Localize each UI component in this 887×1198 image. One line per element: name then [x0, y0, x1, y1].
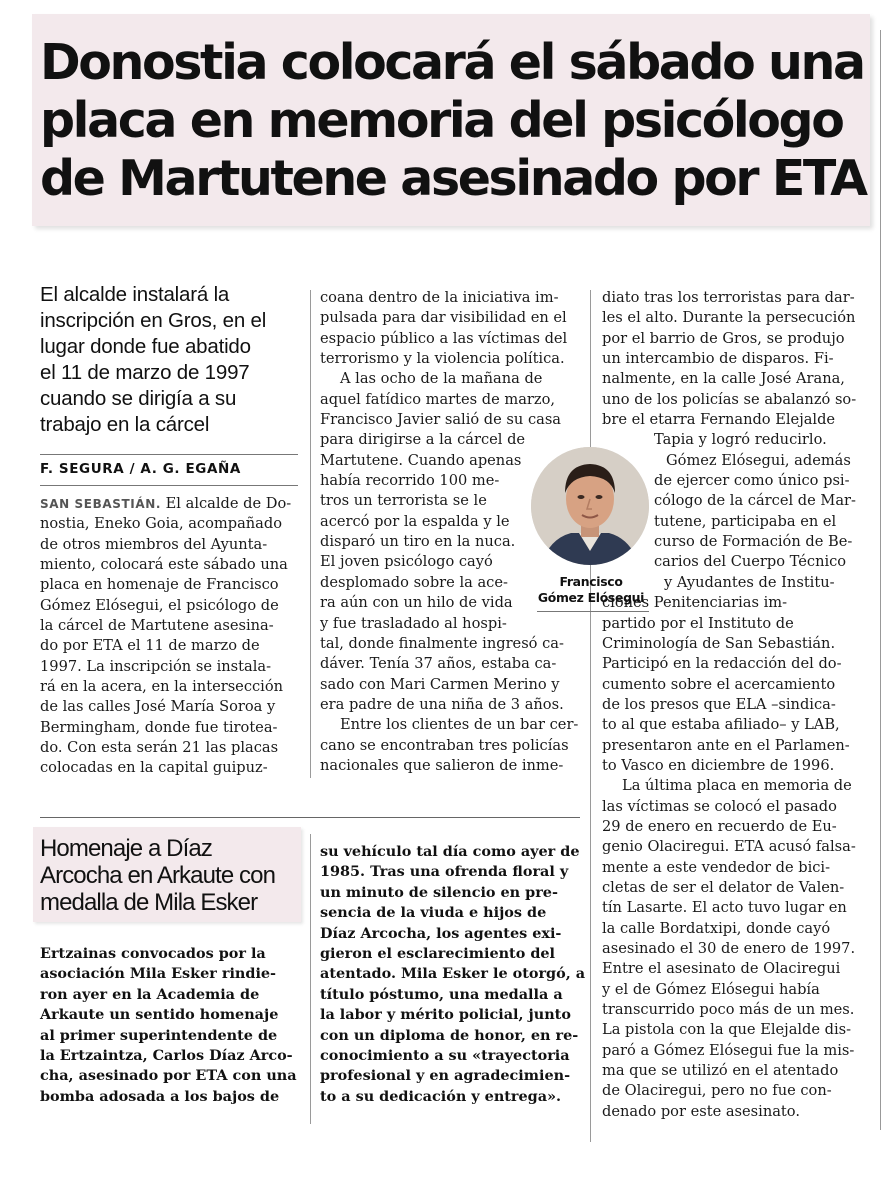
article-line: El joven psicólogo cayó — [320, 553, 493, 571]
article-line: de Olaciregui, pero no fue con- — [602, 1082, 832, 1100]
article-line: cumento sobre el acercamiento — [602, 675, 836, 693]
sidebar-line: con un diploma de honor, en re- — [320, 1026, 579, 1044]
article-line: tín Lasarte. El acto tuvo lugar en — [602, 899, 847, 917]
sidebar-line: su vehículo tal día como ayer de — [320, 843, 580, 860]
article-line: les el alto. Durante la persecución — [602, 309, 856, 327]
article-line: partido por el Instituto de — [602, 614, 794, 632]
sidebar-line: conocimiento a su «trayectoria — [320, 1047, 570, 1065]
article-line: rá en la acera, en la intersección — [40, 678, 284, 696]
portrait-photo — [531, 447, 649, 565]
sidebar-line: la labor y mérito policial, junto — [320, 1006, 571, 1024]
article-line: Criminología de San Sebastián. — [602, 634, 836, 652]
article-line: miento, colocará este sábado una — [40, 556, 288, 574]
article-line: colocadas en la capital guipuz- — [40, 759, 268, 777]
article-line: por el barrio de Gros, se produjo — [602, 329, 845, 347]
sidebar-line: ron ayer en la Academia de — [40, 985, 260, 1003]
sidebar-line: un minuto de silencio en pre- — [320, 883, 558, 901]
article-line: ma que se utilizó en el atentado — [602, 1062, 839, 1080]
sidebar-line: Ertzainas convocados por la — [40, 945, 266, 962]
article-line: de otros miembros del Ayunta- — [40, 535, 268, 553]
sidebar-line: cha, asesinado por ETA con una — [40, 1067, 297, 1085]
portrait-illustration — [531, 447, 649, 565]
article-line-text: El alcalde de Do- — [165, 495, 292, 512]
headline-line: placa en memoria del psicólogo — [40, 92, 843, 149]
article-line: la cárcel de Martutene asesina- — [40, 617, 274, 635]
article-line: las víctimas se colocó el pasado — [602, 797, 837, 815]
caption-rule — [537, 611, 649, 612]
article-line: terrorismo y la violencia política. — [320, 350, 565, 368]
article-line: Participó en la redacción del do- — [602, 655, 842, 673]
article-line: Martutene. Cuando apenas — [320, 451, 522, 469]
article-line: uno de los policías se abalanzó so- — [602, 390, 857, 408]
subhead-line: trabajo en la cárcel — [40, 413, 210, 436]
article-line: había recorrido 100 me- — [320, 472, 500, 490]
article-line: cletas de ser el delator de Valen- — [602, 878, 845, 896]
sidebar-line: la Ertzaintza, Carlos Díaz Arco- — [40, 1047, 293, 1065]
byline: F. SEGURA / A. G. EGAÑA — [40, 461, 241, 477]
sidebar-column-1 — [40, 944, 297, 1107]
sidebar-line: Arkaute un sentido homenaje — [40, 1006, 279, 1024]
article-line: Bermingham, donde fue tiroteа- — [40, 718, 278, 736]
sidebar-line: to a su dedicación y entrega». — [320, 1087, 562, 1105]
article-line: y Ayudantes de Institu- — [664, 573, 835, 591]
article-line: nalmente, en la calle José Arana, — [602, 370, 845, 388]
article-line: disparó un tiro en la nuca. — [320, 533, 516, 551]
sidebar-column-rule — [310, 834, 311, 1124]
article-line — [40, 494, 291, 514]
byline-rule-bottom — [40, 485, 298, 486]
article-line: presentaron ante en el Parlamen- — [602, 736, 850, 754]
sidebar-title-line: medalla de Mila Esker — [40, 889, 258, 916]
subhead — [40, 282, 302, 438]
byline-rule-top — [40, 454, 298, 455]
article-line: Entre los clientes de un bar cer- — [340, 716, 579, 734]
article-column-3 — [602, 288, 856, 1122]
article-line: ra aún con un hilo de vida — [320, 594, 513, 612]
article-line: para dirigirse a la cárcel de — [320, 431, 526, 449]
article-line: la calle Bordatxipi, donde cayó — [602, 919, 831, 937]
headline-line: de Martutene asesinado por ETA — [40, 150, 866, 207]
article-line: sado con Mari Carmen Merino y — [320, 675, 560, 693]
article-line: Gómez Elósegui, además — [666, 451, 851, 469]
sidebar-line: asociación Mila Esker rindie- — [40, 965, 277, 983]
article-line: ciones Penitenciarias im- — [602, 594, 788, 612]
subhead-line: El alcalde instalará la — [40, 283, 230, 306]
article-line: de ejercer como único psi- — [654, 472, 850, 490]
article-line: to Vasco en diciembre de 1996. — [602, 756, 835, 774]
page-edge-rule — [880, 30, 881, 1130]
article-line: Entre el asesinato de Olaciregui — [602, 960, 841, 978]
article-line: mente a este vendedor de bici- — [602, 858, 831, 876]
article-line: un intercambio de disparos. Fi- — [602, 350, 834, 368]
article-line: paró a Gómez Elósegui fue la mis- — [602, 1041, 855, 1059]
subhead-line: cuando se dirigía a su — [40, 387, 237, 410]
article-line: asesinado el 30 de enero de 1997. — [602, 940, 856, 957]
article-line: desplomado sobre la ace- — [320, 573, 508, 591]
article-line: y fue trasladado al hospi- — [320, 614, 507, 632]
article-line: tal, donde finalmente ingresó ca- — [320, 634, 564, 652]
sidebar-title-line: Arcocha en Arkaute con — [40, 862, 276, 889]
sidebar-line: atentado. Mila Esker le otorgó, a — [320, 965, 586, 983]
article-line: tros un terrorista se le — [320, 492, 487, 510]
section-divider — [40, 817, 580, 818]
sidebar-title-line: Homenaje a Díaz — [40, 835, 212, 862]
article-line: 1997. La inscripción se instala- — [40, 657, 272, 675]
sidebar-line: gieron el esclarecimiento del — [320, 945, 556, 963]
article-line: y el de Gómez Elósegui había — [602, 980, 820, 998]
article-line: de las calles José María Soroa y — [40, 698, 276, 716]
sidebar-line: sencia de la viuda e hijos de — [320, 904, 547, 922]
article-line: nacionales que salieron de inme- — [320, 756, 564, 774]
article-line: tutene, participaba en el — [654, 512, 837, 530]
article-line: do por ETA el 11 de marzo de — [40, 637, 260, 655]
article-line: coana dentro de la iniciativa im- — [320, 289, 559, 306]
article-line: genio Olaciregui. ETA acusó falsa- — [602, 838, 856, 856]
article-line: placa en homenaje de Francisco — [40, 576, 279, 594]
article-line: La pistola con la que Elejalde dis- — [602, 1021, 852, 1039]
article-line: cano se encontraban tres policías — [320, 736, 569, 754]
photo-caption — [528, 574, 654, 606]
article-line: 29 de enero en recuerdo de Eu- — [602, 817, 837, 835]
article-line: Francisco Javier salió de su casa — [320, 411, 562, 429]
article-line: A las ocho de la mañana de — [340, 370, 543, 388]
sidebar-line: 1985. Tras una ofrenda floral y — [320, 863, 569, 881]
article-line: do. Con esta serán 21 las placas — [40, 739, 279, 757]
article-line: era padre de una niña de 3 años. — [320, 695, 564, 713]
article-line: cólogo de la cárcel de Mar- — [654, 492, 856, 510]
sidebar-line: Díaz Arcocha, los agentes exi- — [320, 924, 562, 942]
sidebar-column-2 — [320, 842, 585, 1107]
article-line: aquel fatídico martes de marzo, — [320, 390, 556, 408]
article-line: diato tras los terroristas para dar- — [602, 289, 855, 306]
subhead-line: inscripción en Gros, en el — [40, 309, 267, 332]
article-line: pulsada para dar visibilidad en el — [320, 309, 567, 327]
photo-caption-line: Francisco — [559, 574, 623, 589]
headline — [40, 34, 875, 208]
sidebar-title — [40, 835, 275, 916]
article-line: acercó por la espalda y le — [320, 512, 510, 530]
article-line: Tapia y logró reducirlo. — [654, 431, 827, 449]
sidebar-line: al primer superintendente de — [40, 1026, 278, 1044]
article-line: La última placa en memoria de — [622, 777, 852, 795]
article-line: carios del Cuerpo Técnico — [654, 553, 847, 571]
subhead-line: el 11 de marzo de 1997 — [40, 361, 250, 384]
article-column-1 — [40, 494, 291, 779]
photo-caption-line: Gómez Elósegui — [537, 590, 645, 605]
headline-line: Donostia colocará el sábado una — [40, 34, 864, 91]
column-rule — [310, 290, 311, 778]
sidebar-line: bomba adosada a los bajos de — [40, 1087, 280, 1105]
dateline: SAN SEBASTIÁN. — [40, 497, 162, 511]
article-line: denado por este asesinato. — [602, 1102, 800, 1120]
article-line: espacio público a las víctimas del — [320, 329, 568, 347]
subhead-line: lugar donde fue abatido — [40, 335, 251, 358]
article-line: to al que estaba afiliado– y LAB, — [602, 716, 840, 734]
article-line: de los presos que ELA –sindica- — [602, 695, 836, 713]
sidebar-line: profesional y en agradecimien- — [320, 1067, 571, 1085]
article-line: transcurrido poco más de un mes. — [602, 1001, 855, 1019]
article-line: dáver. Tenía 37 años, estaba ca- — [320, 655, 557, 673]
article-line: Gómez Elósegui, el psicólogo de — [40, 596, 279, 614]
column-rule — [590, 290, 591, 1142]
article-line: curso de Formación de Be- — [654, 533, 853, 551]
article-line: nostia, Eneko Goia, acompañado — [40, 515, 283, 533]
article-line: bre el etarra Fernando Elejalde — [602, 411, 836, 429]
sidebar-line: título póstumo, una medalla a — [320, 985, 563, 1003]
